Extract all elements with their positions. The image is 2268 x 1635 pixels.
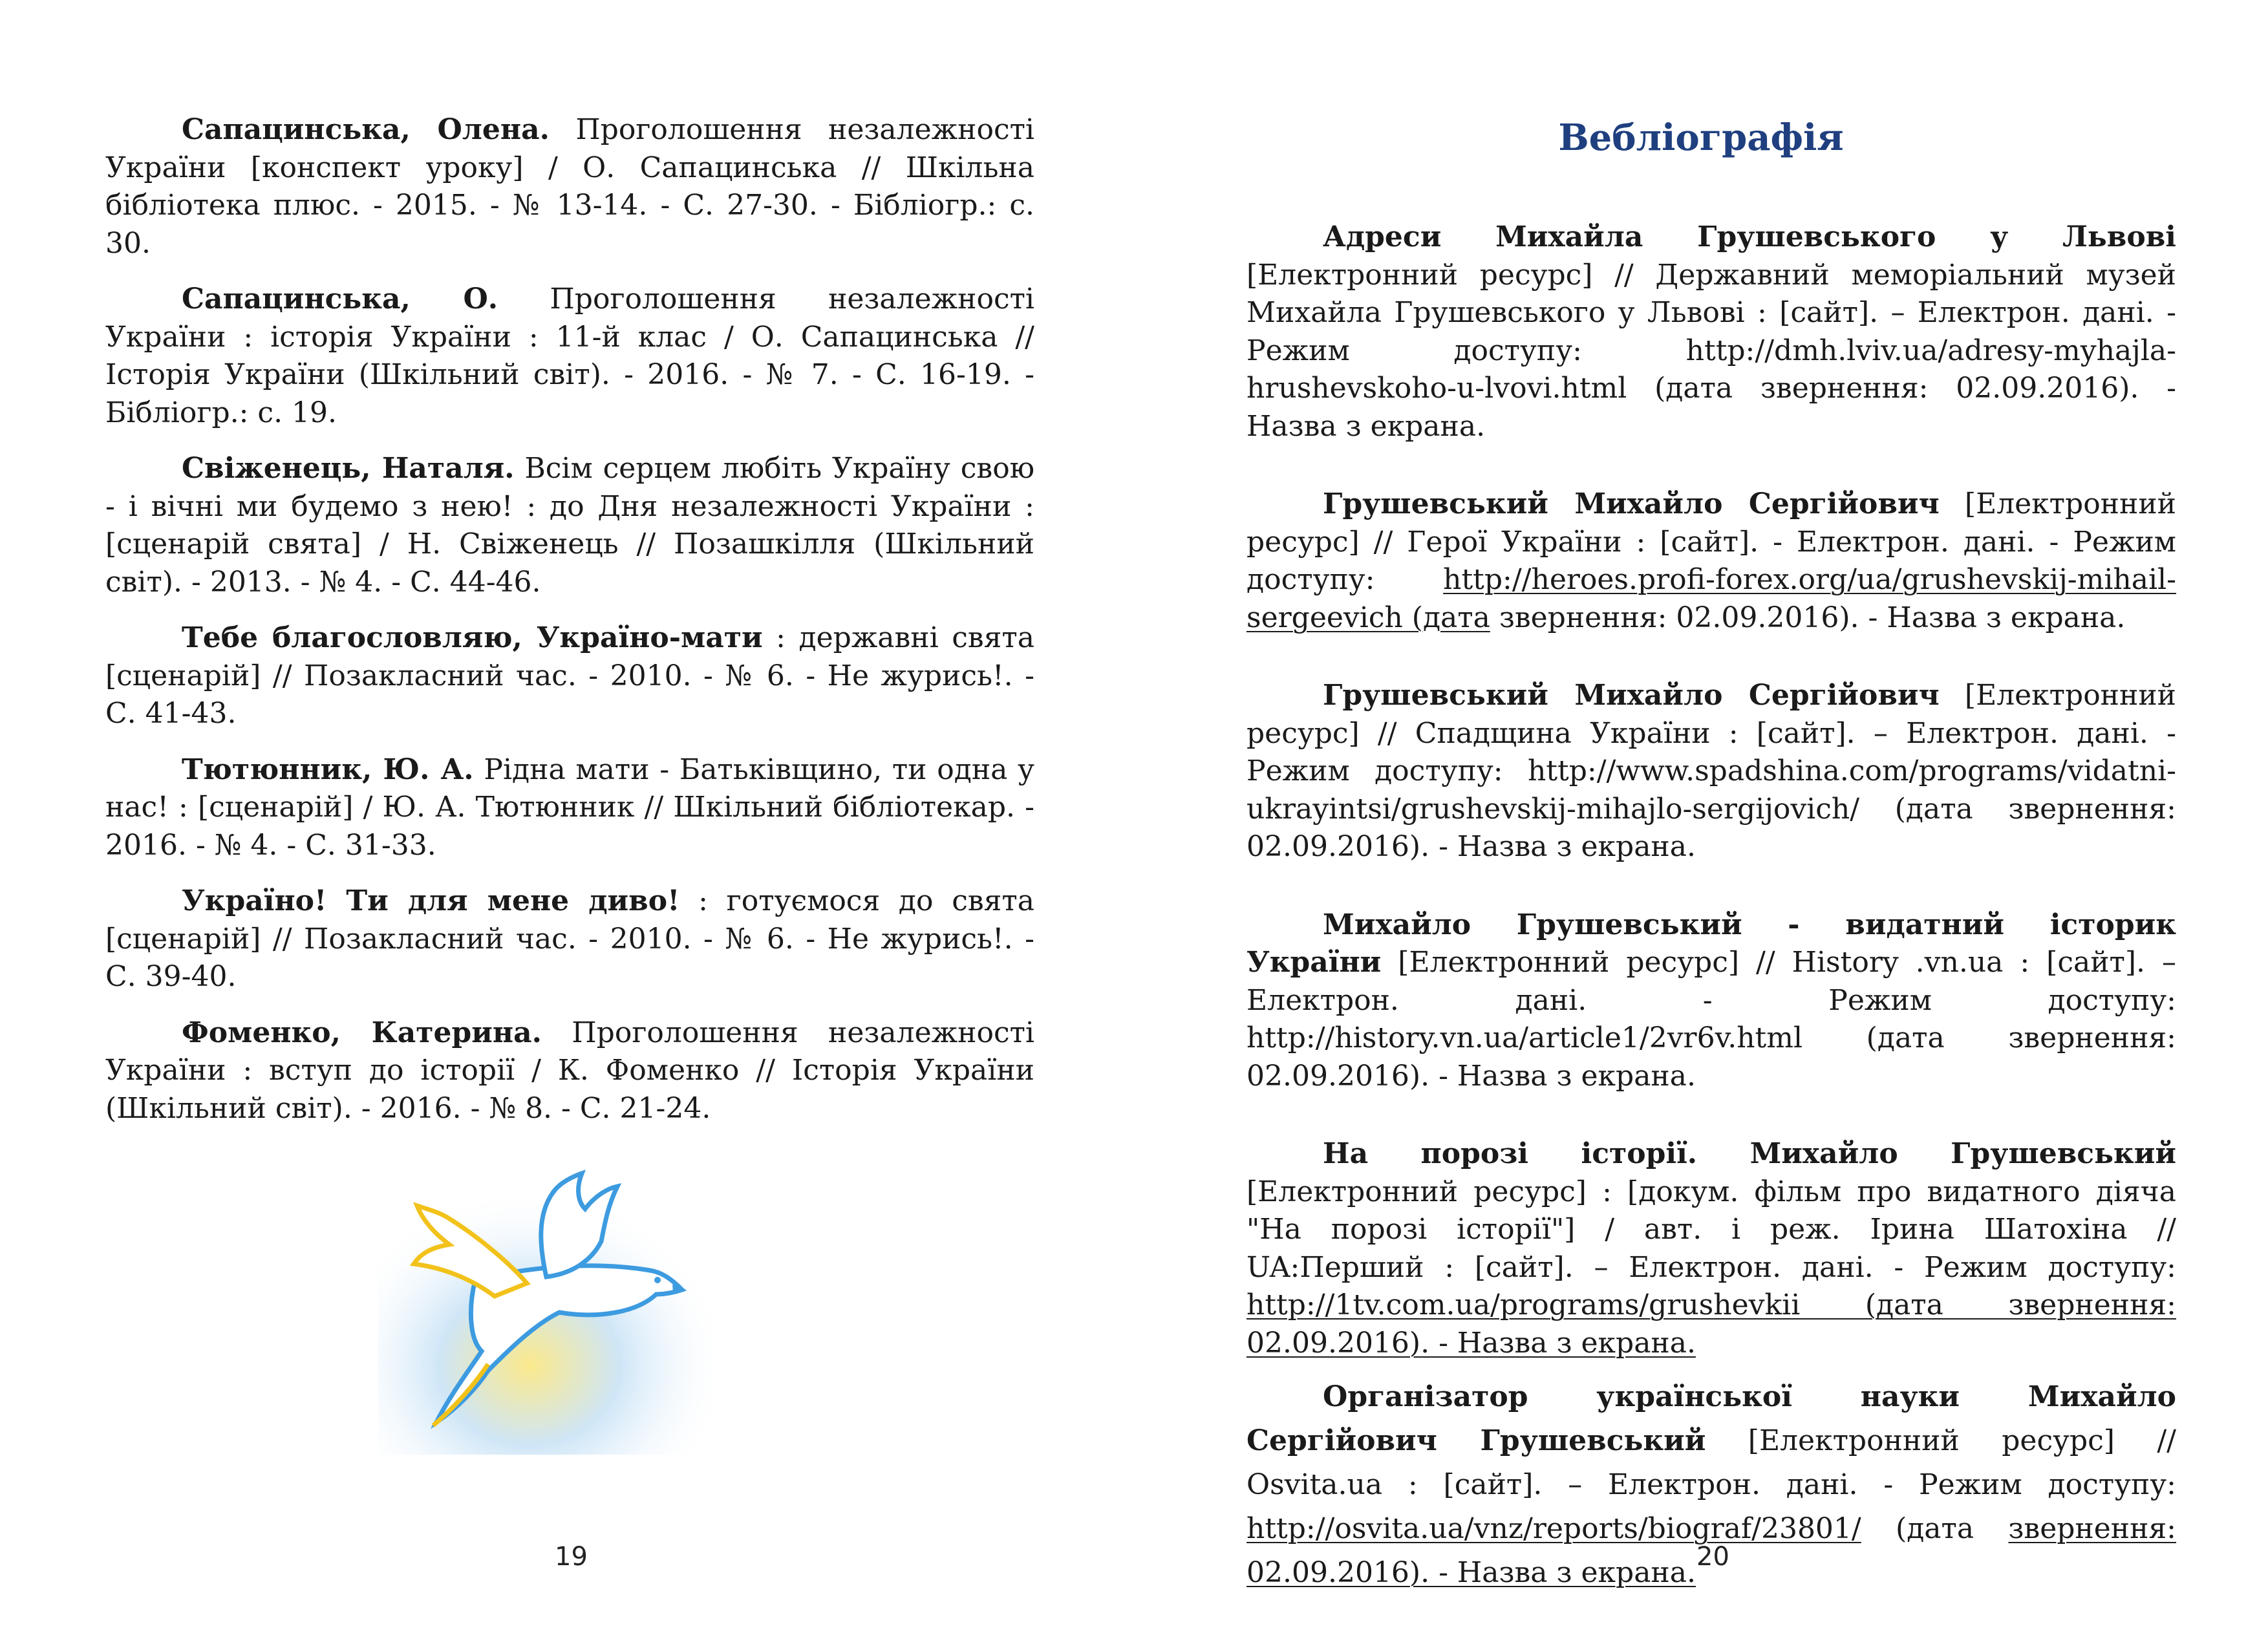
webliography-list: [1246, 219, 2176, 1635]
bib-entry: Тебе благословляю, Україно-мати : державні свята [сценарій] // Позакласний час. - 2010. - № 6. - Не журись!. - С. 41-43.: [105, 621, 1034, 730]
bibliography-list: [105, 111, 1034, 1146]
bib-entry: Україно! Ти для мене диво! : готуємося до свята [сценарій] // Позакласний час. - 2010. - № 6. - Не журись!. - С. 39-40.: [105, 884, 1034, 993]
web-entry: Михайло Грушевський - видатний історик України [Електронний ресурс] // History .vn.ua : [сайт]. – Електрон. дані. - Режим доступу: http://history.vn.ua/article1/2vr6v.html (дата звернення: 02.09.2016). - Назва з екрана.: [1246, 908, 2176, 1093]
bib-entry: Свіженець, Наталя. Всім серцем любіть Україну свою - і вічні ми будемо з нею! : до Дня незалежності України : [сценарій свята] / Н. Свіженець // Позашкілля (Шкільний світ). - 2013. - № 4. - С. 44-46.: [105, 452, 1034, 599]
url-link[interactable]: http://heroes.profi-forex.org/ua/grushevskij-mihail-sergeevich (дата: [1246, 563, 2176, 634]
page-number: 19: [555, 1542, 588, 1572]
right-page: [1134, 0, 2268, 1604]
left-page: [0, 0, 1134, 1604]
bib-entry: Сапацинська, О. Проголошення незалежності України : історія України : 11-й клас / О. Сапацинська // Історія України (Шкільний світ). - 2016. - № 7. - С. 16-19. - Бібліогр.: с. 19.: [105, 283, 1035, 429]
bib-entry: Сапацинська, Олена. Проголошення незалежності України [конспект уроку] / О. Сапацинська // Шкільна бібліотека плюс. - 2015. - № 13-14. - С. 27-30. - Бібліогр.: с. 30.: [105, 113, 1034, 260]
web-entry: На порозі історії. Михайло Грушевський [Електронний ресурс] : [докум. фільм про видатного діяча "На порозі історії"] / авт. і реж. Ірина Шатохіна // UA:Перший : [сайт]. – Електрон. дані. - Режим доступу: http://1tv.com.ua/programs/grushevkii (дата звернення: 02.09.2016). - Назва з екрана.: [1246, 1137, 2176, 1360]
page-number: 20: [1696, 1542, 1729, 1572]
web-entry: Адреси Михайла Грушевського у Львові [Електронний ресурс] // Державний меморіальний музей Михайла Грушевського у Львові : [сайт]. – Електрон. дані. - Режим доступу: http://dmh.lviv.ua/adresy-myhajla-hrushevskoho-u-lvovi.html (дата звернення: 02.09.2016). - Назва з екрана.: [1246, 220, 2176, 443]
page-title: Вебліографія: [1558, 116, 1844, 159]
underlined-text: звернення: 02.09.2016). - Назва з екрана.: [1246, 1512, 2176, 1589]
bib-entry: Тютюнник, Ю. А. Рідна мати - Батьківщино, ти одна у нас! : [сценарій] / Ю. А. Тютюнник // Шкільний бібліотекар. - 2016. - № 4. - С. 31-33.: [105, 753, 1035, 862]
dove-illustration: [378, 1157, 714, 1455]
url-link[interactable]: http://1tv.com.ua/programs/grushevkii (дата звернення: 02.09.2016). - Назва з екрана.: [1246, 1288, 2176, 1360]
url-link[interactable]: http://osvita.ua/vnz/reports/biograf/23801/: [1246, 1512, 1861, 1545]
web-entry: Грушевський Михайло Сергійович [Електронний ресурс] // Герої України : [сайт]. - Електрон. дані. - Режим доступу: http://heroes.profi-forex.org/ua/grushevskij-mihail-sergeevich (дата звернення: 02.09.2016). - Назва з екрана.: [1246, 487, 2176, 634]
bib-entry: Фоменко, Катерина. Проголошення незалежності України : вступ до історії / К. Фоменко // Історія України (Шкільний світ). - 2016. - № 8. - С. 21-24.: [105, 1016, 1034, 1125]
web-entry: Грушевський Михайло Сергійович [Електронний ресурс] // Спадщина України : [сайт]. – Електрон. дані. - Режим доступу: http://www.spadshina.com/programs/vidatni-ukrayintsi/grushevskij-mihajlo-sergijovich/ (дата звернення: 02.09.2016). - Назва з екрана.: [1246, 679, 2176, 863]
web-entry: Організатор української науки Михайло Сергійович Грушевський [Електронний ресурс] // Osvita.ua : [сайт]. – Електрон. дані. - Режим доступу: http://osvita.ua/vnz/reports/biograf/23801/ (дата звернення: 02.09.2016). - Назва з екрана.: [1246, 1380, 2176, 1589]
